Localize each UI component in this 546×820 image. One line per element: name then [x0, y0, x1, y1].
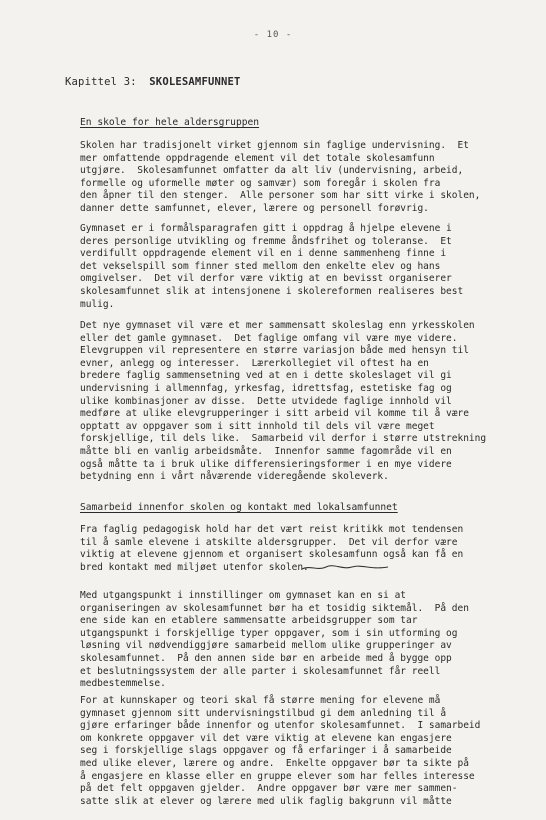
- paragraph: [80, 320, 532, 484]
- text-line: Gymnaset er i formålsparagrafen gitt i oppdrag å hjelpe elevene i: [80, 223, 452, 234]
- text-line: opptatt av oppgaver som i sitt innhold til dels vil være meget: [80, 420, 435, 432]
- text-line: danner dette samfunnet, elever, lærere og personell forøvrig.: [80, 202, 429, 214]
- text-line: Skolen har tradisjonelt virket gjennom sin faglige undervisning. Et: [80, 140, 469, 151]
- text-line: utgangspunkt i forskjellige typer oppgaver, som i sin utforming og: [80, 627, 458, 639]
- text-line: organiseringen av skolesamfunnet bør ha et tosidig siktemål. På den: [80, 602, 469, 614]
- text-line: omgivelser. Det vil derfor være viktig at en bevisst organiserer: [80, 273, 452, 285]
- text-line: også måtte ta i bruk ulike differensieringsformer i en mye videre: [80, 458, 452, 470]
- text-line: å engasjere en klasse eller en gruppe elever som har felles interesse: [80, 770, 475, 782]
- text-line: utgjøre. Skolesamfunnet omfatter da alt liv (undervisning, arbeid,: [80, 165, 464, 177]
- text-line: seg i forskjellige slags oppgaver og få erfaringer i å samarbeide: [80, 745, 452, 757]
- text-line: viktig at elevene gjennom et organisert skolesamfunn også kan få en: [80, 549, 464, 561]
- text-line: skolesamfunnet slik at intensjonene i skolereformen realiseres best: [80, 285, 464, 297]
- page-number: - 10 -: [253, 30, 293, 40]
- text-line: deres personlige utvikling og fremme åndsfrihet og toleranse. Et: [80, 235, 452, 247]
- paragraph: [80, 695, 532, 808]
- text-line: løsning vil nødvendiggjøre samarbeid mellom ulike grupperinger av: [80, 640, 452, 652]
- text-line: evner, anlegg og interesser. Lærerkollegiet vil oftest ha en: [80, 357, 429, 369]
- text-line: skolesamfunnet. På den annen side bør en arbeide med å bygge opp: [80, 652, 452, 664]
- paragraph: [80, 590, 532, 691]
- chapter-title: SKOLESAMFUNNET: [149, 76, 241, 88]
- text-line: ulike kombinasjoner av disse. Dette utvidede faglige innhold vil: [80, 395, 452, 407]
- text-line: eller det gamle gymnaset. Det faglige omfang vil være mye videre.: [80, 332, 458, 344]
- section-heading: Samarbeid innenfor skolen og kontakt med lokalsamfunnet: [80, 502, 398, 513]
- text-line: Med utgangspunkt i innstillinger om gymnaset kan en si at: [80, 590, 407, 601]
- text-line: et beslutningssystem der alle parter i skolesamfunnet får reell: [80, 665, 441, 677]
- section-heading: En skole for hele aldersgruppen: [80, 117, 260, 128]
- text-line: til å samle elevene i atskilte aldersgrupper. Det vil derfor være: [80, 536, 458, 548]
- text-line: måtte bli en vanlig arbeidsmåte. Innenfor samme fagområde vil en: [80, 445, 452, 457]
- text-line: formelle og uformelle møter og samvær) som foregår i skolen fra: [80, 177, 441, 189]
- text-line: gjøre erfaringer både innenfor og utenfor skolesamfunnet. I samarbeid: [80, 720, 481, 732]
- paragraph: [80, 140, 532, 216]
- text-line: på det felt oppgaven gjelder. Andre oppgaver bør være mer sammen-: [80, 783, 458, 795]
- text-line: mer omfattende oppdragende element vil det totale skolesamfunn: [80, 152, 435, 164]
- text-line: det vekselspill som finner sted mellom den enkelte elev og hans: [80, 260, 441, 272]
- chapter-label: Kapittel 3:: [65, 76, 137, 88]
- text-line: betydning enn i vårt nåværende videregående skoleverk.: [80, 471, 389, 483]
- text-line: gymnaset gjennom sitt undervisningstilbud gi dem anledning til å: [80, 707, 447, 719]
- text-line: undervisning i allmennfag, yrkesfag, idrettsfag, estetiske fag og: [80, 382, 452, 394]
- text-line: satte slik at elever og lærere med ulik faglig bakgrunn vil måtte: [80, 795, 452, 807]
- text-line: medbestemmelse.: [80, 678, 166, 690]
- text-line: forskjellige, til dels like. Samarbeid vil derfor i større utstrekning: [80, 433, 487, 445]
- text-line: med ulike elever, lærere og andre. Enkelte oppgaver bør ta sikte på: [80, 757, 469, 769]
- paragraph: [80, 524, 532, 574]
- text-line: bredere faglig sammensetning ved at en i dette skoleslaget vil gi: [80, 370, 452, 382]
- chapter-header: [65, 76, 241, 88]
- paragraph: [80, 223, 532, 311]
- text-line: bred kontakt med miljøet utenfor skolen.: [80, 561, 309, 573]
- text-line: ene side kan en etablere sammensatte arbeidsgrupper som tar: [80, 615, 418, 627]
- text-line: verdifullt oppdragende element vil en i denne sammenheng finne i: [80, 248, 447, 260]
- text-line: Elevgruppen vil representere en større variasjon både med hensyn til: [80, 345, 469, 357]
- text-line: Det nye gymnaset vil være et mer sammensatt skoleslag enn yrkesskolen: [80, 320, 475, 331]
- text-line: om konkrete oppgaver vil det være viktig at elevene kan engasjere: [80, 732, 452, 744]
- text-line: mulig.: [80, 298, 115, 310]
- text-line: medføre at ulike elevgrupperinger i sitt arbeid vil komme til å være: [80, 408, 469, 420]
- text-line: For at kunnskaper og teori skal få større mening for elevene må: [80, 695, 441, 706]
- text-line: Fra faglig pedagogisk hold har det vært reist kritikk mot tendensen: [80, 524, 464, 535]
- text-line: den åpner til den stenger. Alle personer som har sitt virke i skolen,: [80, 190, 481, 202]
